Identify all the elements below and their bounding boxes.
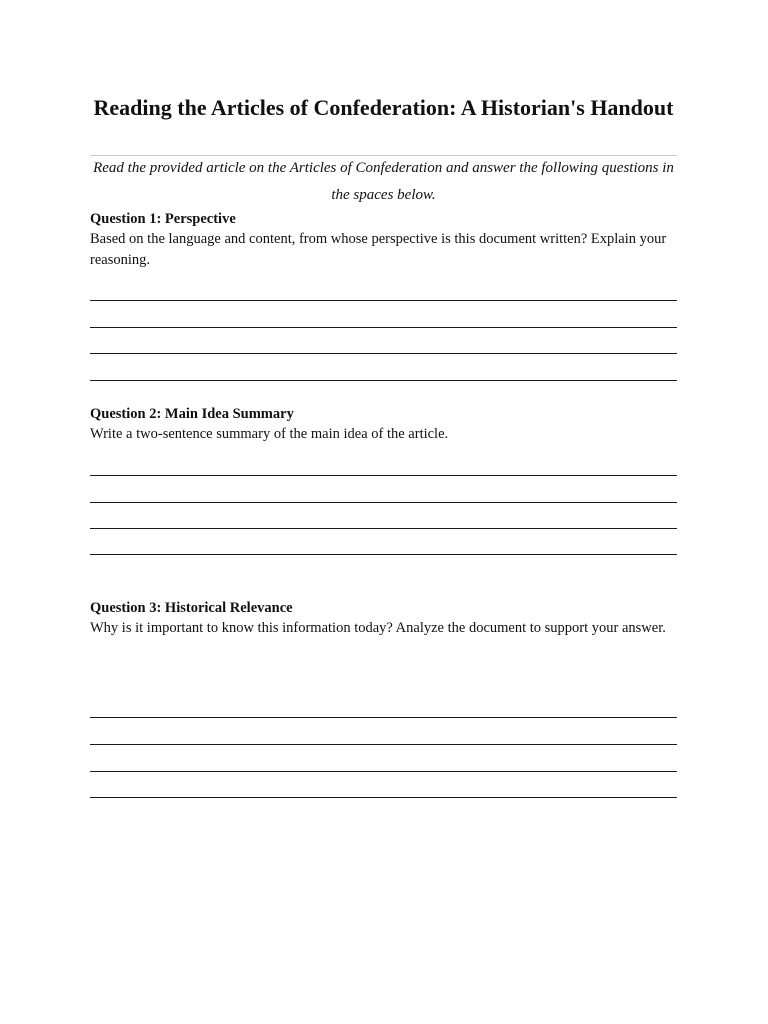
question-2 [90,404,677,445]
question-3 [90,598,677,639]
question-2-heading: Question 2: Main Idea Summary [90,406,294,422]
question-1-prompt: Based on the language and content, from whose perspective is this document written? Explain your reasoning. [90,231,667,268]
answer-line[interactable] [90,502,677,503]
question-2-prompt: Write a two-sentence summary of the main idea of the article. [90,426,449,442]
question-1 [90,209,677,270]
instructions: Read the provided article on the Articles of Confederation and answer the following questions in the spaces below. [93,160,674,203]
page-title: Reading the Articles of Confederation: A Historian's Handout [93,95,674,120]
question-3-heading: Question 3: Historical Relevance [90,600,293,616]
question-3-prompt: Why is it important to know this information today? Analyze the document to support your answer. [90,620,666,636]
answer-line[interactable] [90,475,677,476]
answer-line[interactable] [90,797,677,798]
answer-line[interactable] [90,380,677,381]
answer-line[interactable] [90,327,677,328]
answer-line[interactable] [90,771,677,772]
answer-line[interactable] [90,300,677,301]
answer-line[interactable] [90,353,677,354]
answer-line[interactable] [90,744,677,745]
answer-line[interactable] [90,717,677,718]
answer-line[interactable] [90,528,677,529]
handout-page [90,0,677,1024]
answer-line[interactable] [90,554,677,555]
question-1-heading: Question 1: Perspective [90,211,236,227]
